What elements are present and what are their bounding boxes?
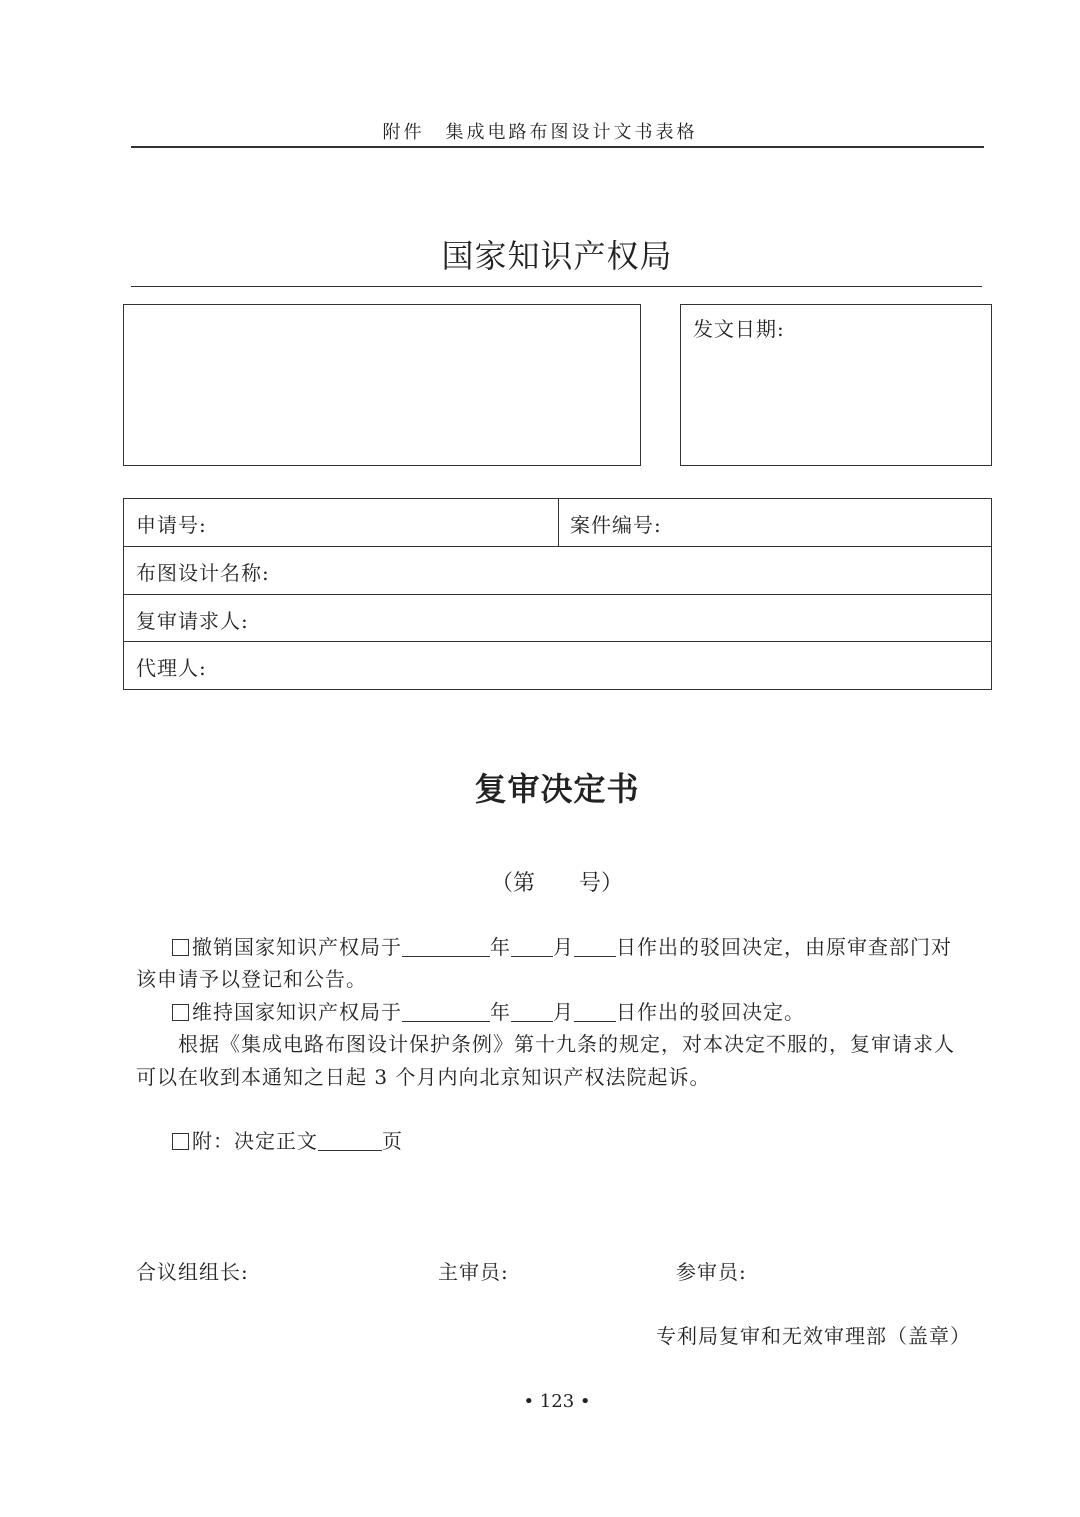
option-revoke-line2: 该申请予以登记和公告。 <box>136 967 367 991</box>
maintain-month-blank[interactable] <box>511 1003 553 1022</box>
info-row-design-name <box>124 546 991 594</box>
option-revoke-text: 撤销国家知识产权局于 <box>192 935 402 959</box>
header-rule <box>131 146 984 148</box>
org-title: 国家知识产权局 <box>441 237 673 275</box>
maintain-year-label: 年 <box>490 1000 511 1024</box>
design-name-label: 布图设计名称: <box>136 561 270 585</box>
info-row-application <box>124 499 991 547</box>
page-number: • 123 • <box>523 1391 591 1412</box>
maintain-year-blank[interactable] <box>402 1003 490 1022</box>
option-revoke-checkbox[interactable] <box>172 939 189 956</box>
info-row-agent <box>124 641 991 689</box>
decision-number-open: （第 <box>490 871 535 896</box>
org-title-rule <box>131 286 982 287</box>
attachment-label: 附：决定正文 <box>192 1129 318 1153</box>
info-cell-divider <box>558 499 559 547</box>
option-revoke <box>172 931 1022 963</box>
address-box <box>123 304 641 466</box>
attachment-line <box>172 1125 1022 1157</box>
revoke-month-blank[interactable] <box>511 938 553 957</box>
revoke-month-label: 月 <box>553 935 574 959</box>
decision-number <box>0 866 1080 897</box>
decision-title: 复审决定书 <box>474 770 640 808</box>
option-maintain-checkbox[interactable] <box>172 1004 189 1021</box>
examiner-label: 参审员: <box>676 1260 747 1284</box>
option-revoke-text-2: 日作出的驳回决定，由原审查部门对 <box>616 935 952 959</box>
attachment-unit: 页 <box>382 1129 403 1153</box>
decision-number-close: 号） <box>579 871 624 896</box>
revoke-day-blank[interactable] <box>574 938 616 957</box>
legal-basis-line2: 可以在收到本通知之日起 3 个月内向北京知识产权法院起诉。 <box>136 1065 711 1089</box>
revoke-year-label: 年 <box>490 935 511 959</box>
maintain-day-blank[interactable] <box>574 1003 616 1022</box>
legal-basis-line1: 根据《集成电路布图设计保护条例》第十九条的规定，对本决定不服的，复审请求人 <box>178 1032 955 1056</box>
issue-date-box <box>680 304 992 466</box>
maintain-month-label: 月 <box>553 1000 574 1024</box>
application-no-label: 申请号: <box>136 513 207 537</box>
page-header: 附件 集成电路布图设计文书表格 <box>382 122 698 143</box>
issue-date-label: 发文日期: <box>693 317 785 341</box>
info-row-requester <box>124 594 991 642</box>
chief-examiner-label: 主审员: <box>438 1260 509 1284</box>
option-maintain <box>172 996 1022 1028</box>
attachment-pages-blank[interactable] <box>318 1132 382 1151</box>
option-maintain-text-2: 日作出的驳回决定。 <box>616 1000 805 1024</box>
revoke-year-blank[interactable] <box>402 938 490 957</box>
option-maintain-text: 维持国家知识产权局于 <box>192 1000 402 1024</box>
panel-leader-label: 合议组组长: <box>136 1260 249 1284</box>
issuing-department-stamp: 专利局复审和无效审理部（盖章） <box>656 1324 971 1348</box>
requester-label: 复审请求人: <box>136 609 249 633</box>
attachment-checkbox[interactable] <box>172 1133 189 1150</box>
agent-label: 代理人: <box>136 656 207 680</box>
case-no-label: 案件编号: <box>570 513 662 537</box>
info-table <box>123 498 992 690</box>
